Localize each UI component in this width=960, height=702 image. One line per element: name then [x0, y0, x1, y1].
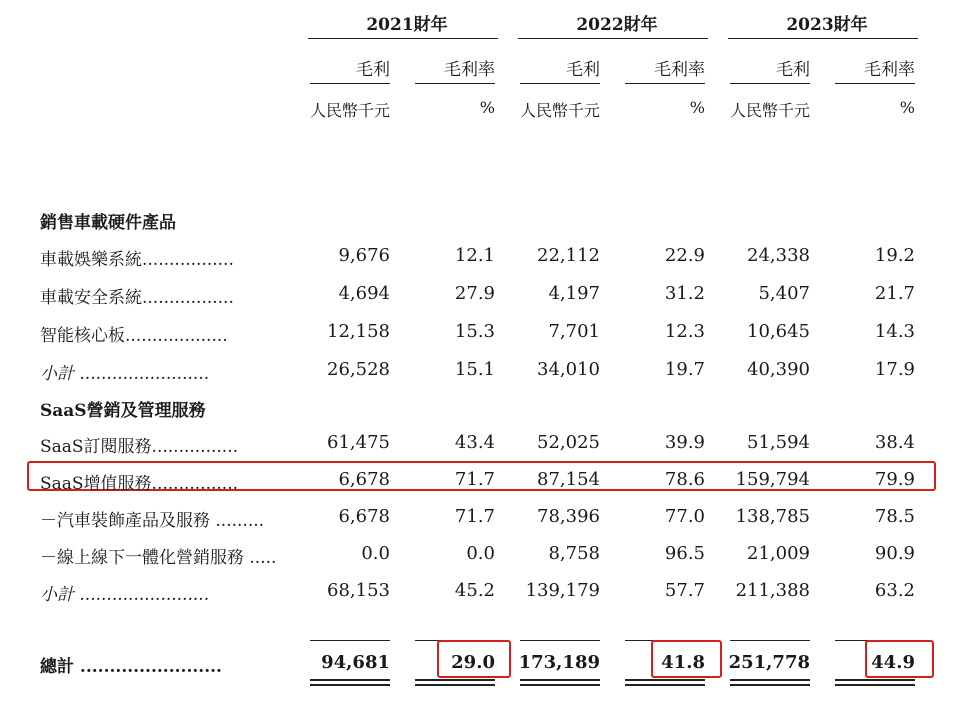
total-label: 總計 ........................ [40, 657, 222, 677]
cell-value: 87,154 [537, 469, 600, 490]
cell-value: 211,388 [735, 580, 810, 601]
cell-value: 15.3 [454, 321, 495, 342]
cell-value: 9,676 [338, 245, 390, 266]
col-header-margin: 毛利率 [654, 60, 705, 80]
unit-label: 人民幣千元 [309, 101, 390, 120]
double-rule [625, 679, 705, 681]
cell-value: 4,694 [338, 283, 390, 304]
cell-value: 52,025 [537, 432, 600, 453]
cell-value: 27.9 [454, 283, 495, 304]
cell-value: 45.2 [454, 580, 495, 601]
row-label: －汽車裝飾產品及服務 ......... [40, 511, 265, 531]
cell-value: 71.7 [454, 506, 495, 527]
year-header-2022: 2022財年 [576, 15, 658, 35]
double-rule [835, 679, 915, 681]
header-underline [415, 83, 495, 84]
year-header-2023: 2023財年 [786, 15, 868, 35]
cell-value: 96.5 [664, 543, 705, 564]
cell-value: 78.6 [664, 469, 705, 490]
cell-value: 38.4 [874, 432, 915, 453]
double-rule [520, 684, 600, 686]
cell-value: 26,528 [327, 359, 390, 380]
unit-label: 人民幣千元 [519, 101, 600, 120]
total-value: 94,681 [321, 652, 390, 673]
cell-value: 21,009 [747, 543, 810, 564]
header-underline [625, 83, 705, 84]
row-label: SaaS訂閱服務................ [40, 437, 239, 457]
cell-value: 71.7 [454, 469, 495, 490]
cell-value: 21.7 [874, 283, 915, 304]
row-label: 車載娛樂系統................. [40, 250, 234, 270]
section-title: SaaS營銷及管理服務 [40, 401, 206, 421]
total-value: 41.8 [661, 652, 705, 673]
subtotal-label: 小計 ........................ [40, 585, 210, 605]
cell-value: 17.9 [874, 359, 915, 380]
cell-value: 10,645 [747, 321, 810, 342]
cell-value: 22,112 [537, 245, 600, 266]
year-underline [728, 38, 918, 39]
cell-value: 19.7 [664, 359, 705, 380]
cell-value: 39.9 [664, 432, 705, 453]
double-rule [520, 679, 600, 681]
row-label: 智能核心板................... [40, 326, 228, 346]
cell-value: 0.0 [466, 543, 495, 564]
section-title: 銷售車載硬件產品 [40, 213, 176, 233]
year-underline [518, 38, 708, 39]
col-header-gross-profit: 毛利 [356, 60, 390, 80]
cell-value: 6,678 [338, 506, 390, 527]
cell-value: 34,010 [537, 359, 600, 380]
cell-value: 5,407 [758, 283, 810, 304]
total-value: 251,778 [728, 652, 810, 673]
row-label: －線上線下一體化營銷服務 ..... [40, 548, 277, 568]
cell-value: 15.1 [454, 359, 495, 380]
double-rule [835, 684, 915, 686]
double-rule [625, 684, 705, 686]
cell-value: 61,475 [327, 432, 390, 453]
double-rule [310, 684, 390, 686]
cell-value: 77.0 [664, 506, 705, 527]
cell-value: 139,179 [525, 580, 600, 601]
col-header-gross-profit: 毛利 [566, 60, 600, 80]
header-underline [835, 83, 915, 84]
cell-value: 57.7 [664, 580, 705, 601]
cell-value: 43.4 [454, 432, 495, 453]
cell-value: 0.0 [361, 543, 390, 564]
header-underline [730, 83, 810, 84]
cell-value: 63.2 [874, 580, 915, 601]
cell-value: 14.3 [874, 321, 915, 342]
total-value: 44.9 [871, 652, 915, 673]
row-label: 車載安全系統................. [40, 288, 234, 308]
col-header-margin: 毛利率 [864, 60, 915, 80]
cell-value: 79.9 [874, 469, 915, 490]
cell-value: 12.3 [664, 321, 705, 342]
cell-value: 40,390 [747, 359, 810, 380]
subtotal-label: 小計 ........................ [40, 364, 210, 384]
cell-value: 19.2 [874, 245, 915, 266]
col-header-gross-profit: 毛利 [776, 60, 810, 80]
header-underline [310, 83, 390, 84]
cell-value: 6,678 [338, 469, 390, 490]
total-top-rule [730, 640, 810, 641]
year-header-2021: 2021財年 [366, 15, 448, 35]
cell-value: 22.9 [664, 245, 705, 266]
header-underline [520, 83, 600, 84]
cell-value: 68,153 [327, 580, 390, 601]
double-rule [730, 679, 810, 681]
total-top-rule [520, 640, 600, 641]
cell-value: 8,758 [548, 543, 600, 564]
unit-label: % [899, 98, 915, 117]
cell-value: 159,794 [735, 469, 810, 490]
cell-value: 78,396 [537, 506, 600, 527]
row-label: SaaS增值服務................ [40, 474, 239, 494]
col-header-margin: 毛利率 [444, 60, 495, 80]
double-rule [310, 679, 390, 681]
cell-value: 12.1 [454, 245, 495, 266]
double-rule [730, 684, 810, 686]
cell-value: 24,338 [747, 245, 810, 266]
total-top-rule [310, 640, 390, 641]
total-value: 173,189 [518, 652, 600, 673]
unit-label: % [479, 98, 495, 117]
unit-label: % [689, 98, 705, 117]
cell-value: 4,197 [548, 283, 600, 304]
cell-value: 31.2 [664, 283, 705, 304]
year-underline [308, 38, 498, 39]
cell-value: 78.5 [874, 506, 915, 527]
cell-value: 7,701 [548, 321, 600, 342]
cell-value: 138,785 [735, 506, 810, 527]
double-rule [415, 684, 495, 686]
total-value: 29.0 [451, 652, 495, 673]
cell-value: 51,594 [747, 432, 810, 453]
double-rule [415, 679, 495, 681]
cell-value: 90.9 [874, 543, 915, 564]
unit-label: 人民幣千元 [729, 101, 810, 120]
cell-value: 12,158 [327, 321, 390, 342]
